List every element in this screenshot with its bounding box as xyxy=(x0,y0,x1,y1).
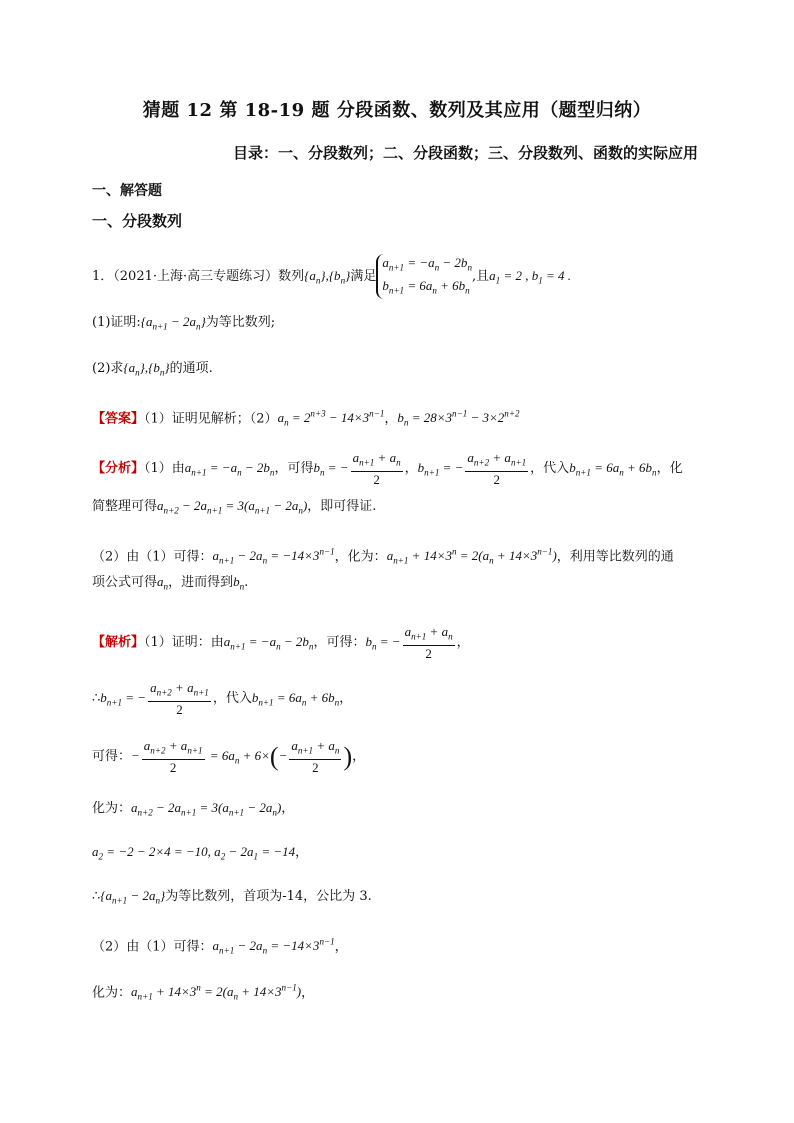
solution-text: ， xyxy=(352,748,366,764)
solution-text: ， xyxy=(456,634,470,650)
problem-source: （2021·上海·高三专题练习） xyxy=(113,269,279,285)
answer-tag: 【答案】 xyxy=(92,411,145,427)
section-heading-answer: 一、解答题 xyxy=(92,183,162,199)
problem-part-2 xyxy=(92,358,213,383)
solution-text: ， xyxy=(281,801,295,816)
formula: $a_{n+1} + 14\times 3^n = 2(a_n + 14\times 3^{n-1})$ xyxy=(386,547,557,566)
formula: $\{a_n\},\{b_n\}$ xyxy=(304,268,351,286)
solution-line-3 xyxy=(92,738,365,776)
part-text: (1)证明: xyxy=(92,315,141,330)
solution-text: ，可得： xyxy=(313,634,366,650)
analysis-text: 项公式可得 xyxy=(92,575,158,590)
solution-tag: 【解析】 xyxy=(92,634,145,650)
problem-number: 1． xyxy=(92,269,114,285)
analysis-text: （2）由（1）可得： xyxy=(92,549,213,565)
formula: $b_{n+1}$ = − $\frac{a_{n+2} + a_{n+1}}{2}$ xyxy=(100,680,209,717)
part-text: 为等比数列; xyxy=(205,315,276,330)
formula: $a_{n+1} + 14\times 3^n = 2(a_n + 14\times 3^{n-1})$ xyxy=(131,983,302,1002)
answer-text: （1）证明见解析；（2） xyxy=(144,411,278,427)
analysis-text: . xyxy=(244,575,249,590)
part-text: (2)求 xyxy=(92,361,124,376)
equation-system: $a_{n+1} = -a_n - 2b_n$ $b_{n+1} = 6a_n + 6b_n$ xyxy=(376,254,472,299)
analysis-line-1 xyxy=(92,450,683,488)
solution-line-5 xyxy=(92,842,308,867)
part-text: 的通项. xyxy=(169,361,213,376)
solution-text: ，代入 xyxy=(212,690,252,706)
analysis-line-3 xyxy=(92,542,674,571)
formula: $b_n$ xyxy=(233,574,245,592)
analysis-text: ，进而得到 xyxy=(168,575,234,590)
answer-text: ， xyxy=(384,411,398,427)
solution-line-2 xyxy=(92,680,352,718)
solution-text: （2）由（1）可得： xyxy=(92,939,213,955)
analysis-text: ，代入 xyxy=(530,460,570,476)
solution-text: 化为： xyxy=(92,985,132,1001)
formula: $b_{n+1} = 6a_n + 6b_n$ xyxy=(251,689,340,708)
solution-text: 化为： xyxy=(92,801,132,816)
solution-text: 可得： xyxy=(92,748,132,764)
stem-text: 满足 xyxy=(350,269,377,285)
problem-stem: 1．（2021·上海·高三专题练习）数列$\{a_n\},\{b_n\}$满足$a_{n+1} = -a_n - 2b_n$ $b_{n+1} = 6a_n + 6b_n$,且$a_1 = 2$ , $b_1 = 4$ . xyxy=(92,254,571,299)
solution-text: （1）证明：由 xyxy=(144,634,224,650)
stem-text: 数列 xyxy=(278,269,305,285)
solution-line-7 xyxy=(92,932,348,961)
formula: − $\frac{a_{n+2} + a_{n+1}}{2}$ = $6a_n + 6\times(-$ $\frac{a_{n+1} + a_n}{2}$ ) xyxy=(131,738,353,775)
page-title: 猜题 12 第 18-19 题 分段函数、数列及其应用（题型归纳） xyxy=(142,100,652,121)
solution-text: ， xyxy=(339,690,353,706)
stem-text: 且 xyxy=(476,269,490,285)
formula: $a_1 = 2$ , $b_1 = 4$ . xyxy=(489,268,572,286)
formula: $\{a_{n+1} - 2a_n\}$ xyxy=(100,888,166,906)
formula: $\{a_n\},\{b_n\}$ xyxy=(123,360,170,378)
analysis-text: ，利用等比数列的通 xyxy=(556,549,674,565)
solution-line-8 xyxy=(92,978,314,1007)
formula: $a_{n+1} - 2a_n = -14\times 3^{n-1}$ xyxy=(212,547,335,566)
analysis-tag: 【分析】 xyxy=(92,460,145,476)
analysis-line-4 xyxy=(92,572,248,597)
formula: $a_{n+2} - 2a_{n+1} = 3(a_{n+1} - 2a_n)$ xyxy=(131,800,282,818)
formula: $b_{n+1}$ = − $\frac{a_{n+2} + a_{n+1}}{2}$ xyxy=(417,450,527,487)
solution-text: ∴ xyxy=(92,889,101,904)
analysis-text: ，化 xyxy=(656,460,683,476)
solution-text: 为等比数列，首项为-14，公比为 3. xyxy=(165,889,372,904)
section-heading-topic: 一、分段数列 xyxy=(92,212,183,230)
formula: $b_n$ = − $\frac{a_{n+1} + a_n}{2}$ xyxy=(365,624,453,661)
solution-text: ， xyxy=(301,985,315,1001)
formula: $b_n = 28\times 3^{n-1} - 3\times 2^{n+2}$ xyxy=(397,409,520,428)
analysis-text: 简整理可得 xyxy=(92,499,158,514)
analysis-text: ， xyxy=(404,460,418,476)
formula: $a_n = 2^{n+3} - 14\times 3^{n-1}$ xyxy=(277,409,385,428)
formula: $a_2 = -2 - 2\times 4 = -10$, $a_2 - 2a_1 = -14$ xyxy=(92,844,296,862)
formula: $b_{n+1} = 6a_n + 6b_n$ xyxy=(569,459,657,478)
analysis-text: ，即可得证. xyxy=(307,499,377,514)
solution-line-6 xyxy=(92,886,372,911)
solution-line-1 xyxy=(92,624,470,662)
analysis-line-2 xyxy=(92,496,376,521)
formula: $\{a_{n+1} - 2a_n\}$ xyxy=(140,314,206,332)
problem-part-1 xyxy=(92,312,275,337)
formula: $b_n$ = − $\frac{a_{n+1} + a_n}{2}$ xyxy=(313,450,401,487)
formula: $a_{n+1} = -a_n - 2b_n$ xyxy=(223,633,314,652)
formula: $a_{n+2} - 2a_{n+1} = 3(a_{n+1} - 2a_n)$ xyxy=(157,498,308,516)
solution-line-4 xyxy=(92,798,294,823)
solution-text: ∴ xyxy=(92,690,101,706)
analysis-text: ，可得 xyxy=(274,460,314,476)
table-of-contents: 目录：一、分段数列；二、分段函数；三、分段数列、函数的实际应用 xyxy=(232,144,698,162)
answer-line xyxy=(92,404,520,433)
solution-text: ， xyxy=(334,939,348,955)
formula: $a_{n+1} = -a_n - 2b_n$ xyxy=(184,459,275,478)
analysis-text: （1）由 xyxy=(144,460,185,476)
formula: $a_{n+1} - 2a_n = -14\times 3^{n-1}$ xyxy=(212,937,335,956)
solution-text: ， xyxy=(295,845,309,860)
formula: $a_n$ xyxy=(157,574,169,592)
analysis-text: ，化为： xyxy=(334,549,387,565)
